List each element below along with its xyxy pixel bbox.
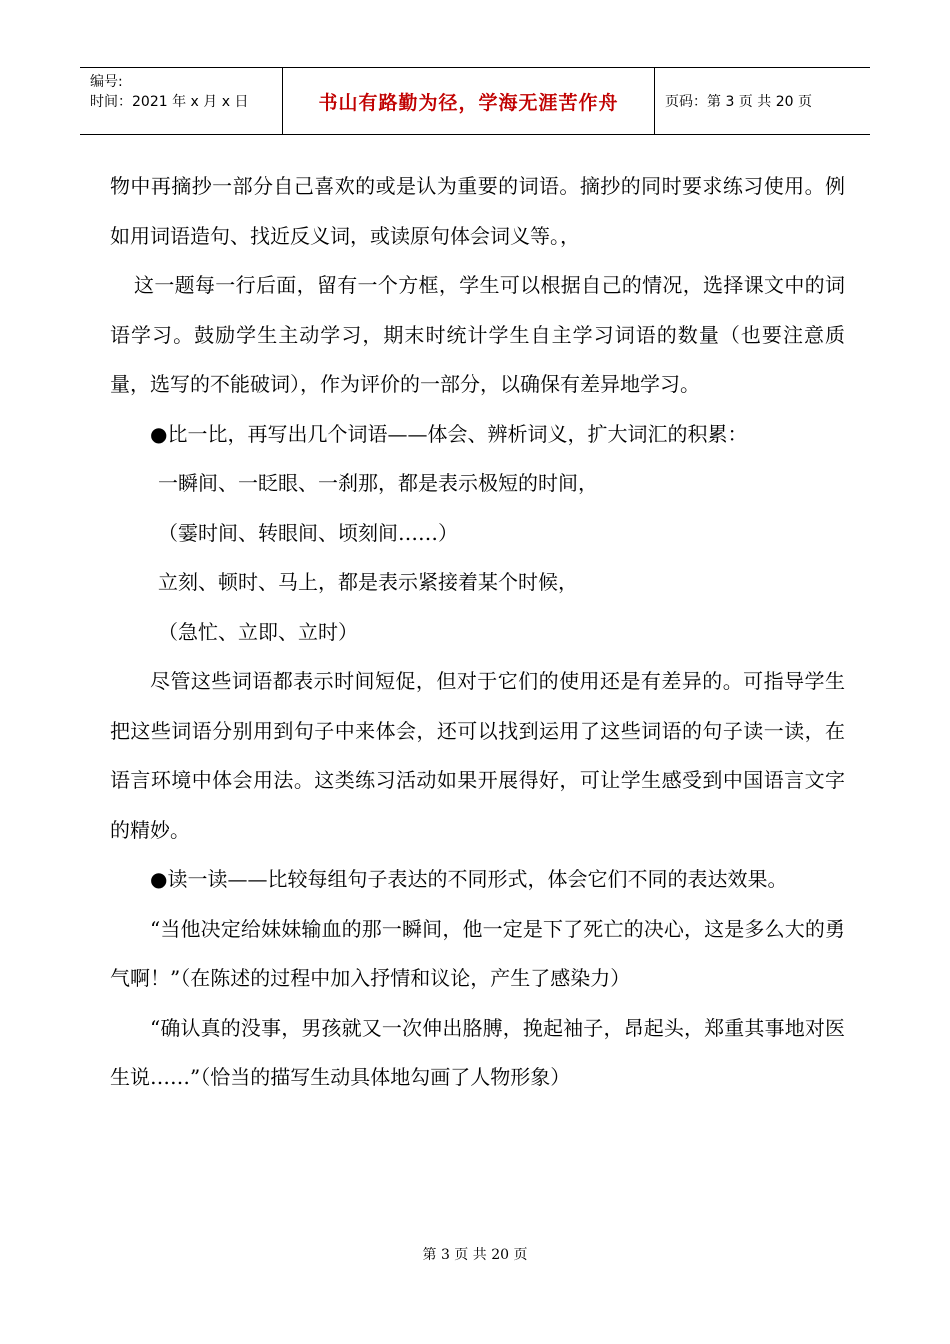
paragraph-quote: “当他决定给妹妹输血的那一瞬间，他一定是下了死亡的决心，这是多么大的勇气啊！”（在陈述的过程中加入抒情和议论，产生了感染力） <box>110 916 845 990</box>
doc-number-label: 编号: <box>90 74 123 90</box>
paragraph: （急忙、立即、立时） <box>158 619 358 644</box>
paragraph: 一瞬间、一眨眼、一刹那，都是表示极短的时间， <box>158 471 598 495</box>
header-page-info: 页码：第 3 页 共 20 页 <box>665 94 812 110</box>
doc-date: 时间：2021 年 x 月 x 日 <box>90 94 249 110</box>
page-header <box>80 67 870 135</box>
document-body <box>110 162 845 1103</box>
paragraph-bullet: ●读一读——比较每组句子表达的不同形式，体会它们不同的表达效果。 <box>150 867 788 891</box>
paragraph-quote: “确认真的没事，男孩就又一次伸出胳膊，挽起袖子，昂起头，郑重其事地对医生说……”（恰当的描写生动具体地勾画了人物形象） <box>110 1015 845 1089</box>
paragraph: 这一题每一行后面，留有一个方框，学生可以根据自己的情况，选择课文中的词语学习。鼓励学生主动学习，期末时统计学生自主学习词语的数量（也要注意质量，选写的不能破词），作为评价的一部分，以确保有差异地学习。 <box>110 273 845 396</box>
page-footer: 第 3 页 共 20 页 <box>422 1247 528 1263</box>
paragraph-bullet: ●比一比，再写出几个词语——体会、辨析词义，扩大词汇的积累： <box>150 421 748 446</box>
paragraph: 立刻、顿时、马上，都是表示紧接着某个时候， <box>158 570 578 594</box>
paragraph: 物中再摘抄一部分自己喜欢的或是认为重要的词语。摘抄的同时要求练习使用。例如用词语造句、找近反义词，或读原句体会词义等。， <box>110 174 845 248</box>
header-meta <box>80 68 283 134</box>
header-motto: 书山有路勤为径，学海无涯苦作舟 <box>283 68 655 134</box>
paragraph: 尽管这些词语都表示时间短促，但对于它们的使用还是有差异的。可指导学生把这些词语分别用到句子中来体会，还可以找到运用了这些词语的句子读一读，在语言环境中体会用法。这类练习活动如果开展得好，可让学生感受到中国语言文字的精妙。 <box>110 669 845 842</box>
paragraph: （霎时间、转眼间、顷刻间……） <box>158 520 458 545</box>
